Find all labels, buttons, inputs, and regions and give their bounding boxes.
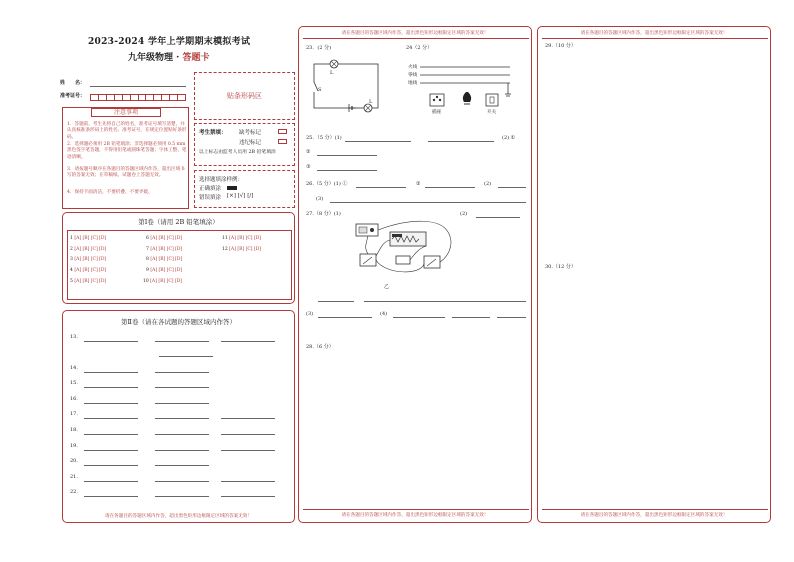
q25-part2-2-label: ② <box>306 149 311 155</box>
q15-blank-1[interactable] <box>84 387 138 388</box>
choice-q3[interactable] <box>70 257 106 262</box>
ticket-label: 准考证号： <box>60 93 86 99</box>
q16-blank-2[interactable] <box>155 403 209 404</box>
absent-checkbox[interactable] <box>278 129 287 134</box>
q30-label: 30.（12 分） <box>545 264 576 270</box>
q-number: 9 <box>146 268 149 273</box>
q18-blank-2[interactable] <box>155 434 209 435</box>
q23-l2-label: L <box>369 99 373 105</box>
q24-live-wire-label: 火线 <box>408 65 418 70</box>
q26-part2-label: (2) <box>484 181 492 187</box>
q-number: 12 <box>222 247 228 252</box>
status-note: 以上标志由监考人员用 2B 铅笔填涂 <box>199 150 276 155</box>
correct-fill-mark <box>227 186 237 190</box>
q25-part2-3-label: ③ <box>306 164 311 170</box>
q17-label: 17． <box>70 411 82 417</box>
q22-blank-1[interactable] <box>84 496 138 497</box>
q13-blank-1[interactable] <box>84 341 138 342</box>
q-number: 3 <box>70 257 73 262</box>
notice-item-3: 3．请按题号顺序在各题目的答题区域内作答，超出区域书写的答案无效；在草稿纸、试题卷上答题无效。 <box>67 167 185 179</box>
violation-checkbox[interactable] <box>278 139 287 144</box>
choice-q6[interactable] <box>146 236 182 241</box>
q15-label: 15． <box>70 380 82 386</box>
q17-blank-2[interactable] <box>155 418 209 419</box>
q15-blank-2[interactable] <box>155 387 209 388</box>
middle-warning-top: 请在各题目的答题区域内作答，超出黑色矩形边框限定区域的答案无效！ <box>341 31 489 36</box>
q27-part4-label: (4) <box>380 311 388 317</box>
q-options: [A] [B] [C] [D] <box>229 236 262 241</box>
q26-blank-2[interactable] <box>425 187 475 188</box>
q14-blank-1[interactable] <box>84 372 138 373</box>
q26-part1-2-label: ② <box>416 181 421 187</box>
q22-label: 22． <box>70 489 82 495</box>
q19-label: 19． <box>70 443 82 449</box>
fill-example-box <box>194 170 295 208</box>
status-label: 考生禁填： <box>199 130 227 136</box>
subject-name: 九年级物理 <box>128 53 174 63</box>
section2-warning: 请在各题目的答题区域内作答，超出黑色矩形边框限定区域的答案无效！ <box>104 514 252 519</box>
q25-blank-4[interactable] <box>317 170 377 171</box>
q27-part3-label: (3) <box>306 311 314 317</box>
q24-switch-label: 开关 <box>487 110 497 115</box>
choice-q9[interactable] <box>146 268 182 273</box>
q25-blank-2[interactable] <box>428 141 494 142</box>
wrong-fill-marks: [×] [√] [/] <box>227 193 254 199</box>
q13-label: 13． <box>70 334 82 340</box>
violation-label: 违纪标记 <box>239 140 262 146</box>
q24-neutral-wire-label: 零线 <box>408 73 418 78</box>
q26-blank-1[interactable] <box>356 187 406 188</box>
q-options: [A] [B] [C] [D] <box>229 247 262 252</box>
q-number: 6 <box>146 236 149 241</box>
q18-blank-3[interactable] <box>221 434 275 435</box>
q27-label: 27.（8 分）(1) <box>306 211 341 217</box>
notice-item-4: 4．保持卡面清洁，不要折叠、不要弄破。 <box>67 190 153 195</box>
q-options: [A] [B] [C] [D] <box>74 268 107 273</box>
q-options: [A] [B] [C] [D] <box>74 257 107 262</box>
q16-label: 16． <box>70 396 82 402</box>
q13-blank-4[interactable] <box>159 356 213 357</box>
q-options: [A] [B] [C] [D] <box>150 236 183 241</box>
absent-label: 缺考标记 <box>239 130 262 136</box>
choice-q10[interactable] <box>143 279 182 284</box>
q25-label: 25．（5 分）(1) <box>306 135 342 141</box>
right-warning-bottom: 请在各题目的答题区域内作答，超出黑色矩形边框限定区域的答案无效！ <box>580 513 728 518</box>
middle-divider-bottom <box>303 509 529 510</box>
q25-part2-label: (2) ① <box>502 135 516 141</box>
q23-circuit-diagram <box>308 58 386 114</box>
q27-part4-blank-2[interactable] <box>452 317 490 318</box>
q19-blank-1[interactable] <box>84 450 138 451</box>
q25-blank-1[interactable] <box>345 141 411 142</box>
q29-label: 29.（10 分） <box>545 43 576 49</box>
q27-part2-label: (2) <box>460 211 468 217</box>
q13-blank-2[interactable] <box>155 341 209 342</box>
q18-label: 18． <box>70 427 82 433</box>
q-options: [A] [B] [C] [D] <box>150 247 183 252</box>
choice-q8[interactable] <box>146 257 182 262</box>
q19-blank-2[interactable] <box>155 450 209 451</box>
q14-blank-2[interactable] <box>155 372 209 373</box>
middle-divider-top <box>303 38 529 39</box>
notice-heading: 注意事项 <box>91 108 161 117</box>
q21-label: 21． <box>70 474 82 480</box>
q-options: [A] [B] [C] [D] <box>74 236 107 241</box>
q-number: 2 <box>70 247 73 252</box>
q17-blank-1[interactable] <box>84 418 138 419</box>
q-options: [A] [B] [C] [D] <box>74 279 107 284</box>
right-divider-bottom <box>542 509 768 510</box>
q20-blank-2[interactable] <box>155 465 209 466</box>
barcode-area <box>194 72 295 120</box>
q24-socket-label: 插座 <box>432 110 442 115</box>
q27-experiment-diagram <box>350 218 460 280</box>
q-number: 4 <box>70 268 73 273</box>
q27-part3-blank[interactable] <box>318 317 372 318</box>
q-options: [A] [B] [C] [D] <box>74 247 107 252</box>
ticket-number-boxes[interactable] <box>90 94 186 101</box>
name-label: 姓 名： <box>60 80 86 86</box>
wrong-fill-label: 错误填涂 <box>199 195 222 201</box>
q-options: [A] [B] [C] [D] <box>150 257 183 262</box>
q20-label: 20． <box>70 458 82 464</box>
q-number: 8 <box>146 257 149 262</box>
choice-q12[interactable] <box>222 247 261 252</box>
choice-q11[interactable] <box>222 236 261 241</box>
q26-part3-label: (3) <box>316 196 324 202</box>
q23-s-label: S <box>318 87 322 93</box>
q24-ground-wire-label: 地线 <box>408 81 418 86</box>
correct-fill-label: 正确填涂 <box>199 186 222 192</box>
choice-q4[interactable] <box>70 268 106 273</box>
section1-title: 第Ⅰ卷（请用 2B 铅笔填涂） <box>138 218 219 226</box>
card-type: 答题卡 <box>182 53 210 63</box>
q23-l1-label: L <box>330 70 334 76</box>
q21-blank-1[interactable] <box>84 481 138 482</box>
q21-blank-2[interactable] <box>155 481 209 482</box>
q-options: [A] [B] [C] [D] <box>150 279 183 284</box>
q21-blank-3[interactable] <box>221 481 275 482</box>
q18-blank-1[interactable] <box>84 434 138 435</box>
choice-q5[interactable] <box>70 279 106 284</box>
q-options: [A] [B] [C] [D] <box>150 268 183 273</box>
choice-q1[interactable] <box>70 236 106 241</box>
q-number: 11 <box>222 236 228 241</box>
q27-part4-blank-1[interactable] <box>393 317 445 318</box>
q14-label: 14． <box>70 365 82 371</box>
choice-q2[interactable] <box>70 247 106 252</box>
q26-blank-3[interactable] <box>498 187 526 188</box>
notice-item-1: 1．答题前，考生先将自己的姓名，准考证号填写清楚，并认真核准条形码上的姓名、准考证号，在规定位置贴好条形码。 <box>67 122 187 140</box>
q30-answer-area[interactable] <box>543 274 765 504</box>
q27-blank-2[interactable] <box>364 301 526 302</box>
subtitle-separator: · <box>176 53 180 63</box>
notice-box <box>62 107 189 209</box>
q22-blank-3[interactable] <box>221 496 275 497</box>
middle-warning-bottom: 请在各题目的答题区域内作答，超出黑色矩形边框限定区域的答案无效！ <box>341 513 489 518</box>
status-box <box>194 123 295 166</box>
q-number: 7 <box>146 247 149 252</box>
q28-label: 28.（6 分） <box>306 344 334 350</box>
right-divider-top <box>542 38 768 39</box>
q23-label: 23．(2 分) <box>306 45 332 51</box>
q-number: 5 <box>70 279 73 284</box>
q28-answer-area[interactable] <box>304 354 526 504</box>
q22-blank-2[interactable] <box>155 496 209 497</box>
notice-item-2: 2．选择题必须用 2B 铅笔填涂；非选择题必须用 0.5 mm 黑色签字笔答题，不得用铅笔或圆珠笔答题；字体工整、笔迹清晰。 <box>67 142 187 160</box>
section2-title: 第Ⅱ卷（请在各试题的答题区域内作答） <box>121 318 236 326</box>
fill-example-heading: 选择题填涂样例： <box>199 177 244 183</box>
q16-blank-1[interactable] <box>84 403 138 404</box>
q25-blank-3[interactable] <box>317 155 377 156</box>
q17-blank-3[interactable] <box>221 418 275 419</box>
q-number: 10 <box>143 279 149 284</box>
q-number: 1 <box>70 236 73 241</box>
q13-blank-3[interactable] <box>221 341 275 342</box>
choice-q7[interactable] <box>146 247 182 252</box>
q29-answer-area[interactable] <box>543 52 765 252</box>
barcode-label: 贴条形码区 <box>227 92 262 100</box>
q27-figure-label: 乙 <box>384 284 390 290</box>
exam-subtitle <box>128 50 209 63</box>
q27-part4-blank-3[interactable] <box>497 317 526 318</box>
name-field[interactable] <box>90 86 186 87</box>
right-warning-top: 请在各题目的答题区域内作答，超出黑色矩形边框限定区域的答案无效！ <box>580 31 728 36</box>
q27-blank-1[interactable] <box>318 301 354 302</box>
q19-blank-3[interactable] <box>221 450 275 451</box>
q20-blank-1[interactable] <box>84 465 138 466</box>
q26-label: 26.（5 分）(1) ① <box>306 181 348 187</box>
exam-title: 2023-2024 学年上学期期末模拟考试 <box>88 37 251 47</box>
q24-label: 24（2 分） <box>406 45 433 51</box>
q27-part2-blank[interactable] <box>476 217 520 218</box>
q26-blank-4[interactable] <box>330 202 526 203</box>
